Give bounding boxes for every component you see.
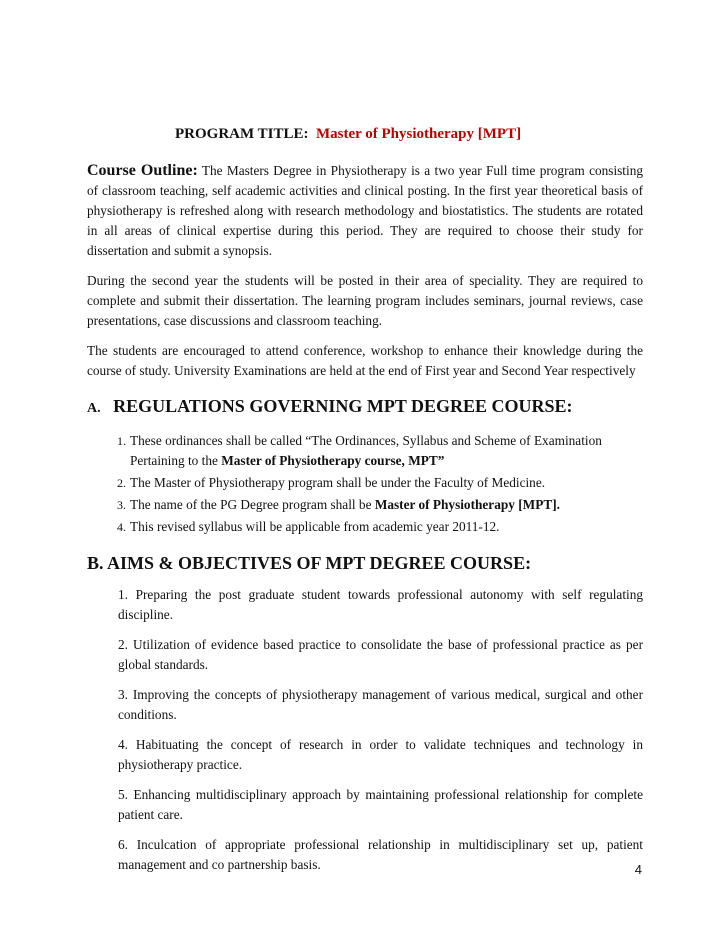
regulation-text: This revised syllabus will be applicable from academic year 2011-12. [130,519,500,534]
regulation-text: The Master of Physiotherapy program shall be under the Faculty of Medicine. [130,475,546,490]
regulation-item [117,473,643,493]
aim-item [118,635,643,675]
conference-paragraph: The students are encouraged to attend conference, workshop to enhance their knowledge during the course of study. University Examinations are held at the end of First year and Second Year respectively [87,343,643,378]
aim-number: 3. [118,687,128,702]
program-title-label: PROGRAM TITLE: [175,126,309,142]
aim-item [118,685,643,725]
section-a-title: REGULATIONS GOVERNING MPT DEGREE COURSE: [113,396,573,416]
section-a-prefix: A. [87,401,101,416]
regulation-number: 2. [117,476,126,490]
regulation-number: 1. [117,434,126,448]
regulation-number: 4. [117,520,126,534]
aim-item [118,585,643,625]
regulation-number: 3. [117,498,126,512]
section-b-heading: B. AIMS & OBJECTIVES OF MPT DEGREE COURSE: [87,553,532,573]
section-a-heading [87,396,643,419]
aim-text: Inculcation of appropriate professional relationship in multidisciplinary set up, patient management and co partnership basis. [118,837,644,872]
course-outline-paragraph [87,161,643,261]
page-number: 4 [634,862,642,877]
course-outline-lead: Course Outline: [87,162,198,179]
program-title [175,126,521,143]
aim-item [118,735,643,775]
document-body [87,161,643,885]
second-year-paragraph: During the second year the students will be posted in their area of speciality. They are required to complete and submit their dissertation. The learning program includes seminars, journal reviews, case presentations, case discussions and classroom teaching. [87,273,643,328]
regulation-item [117,495,643,515]
course-outline-text: The Masters Degree in Physiotherapy is a two year Full time program consisting of classroom teaching, self academic activities and clinical posting. In the first year theoretical basis of physiotherapy is refreshed along with research methodology and biostatistics. The students are rotated in all areas of clinical expertise during this period. They are required to choose their study for dissertation and submit a synopsis. [87,163,643,258]
aim-item [118,835,643,875]
aims-list [87,585,643,875]
aim-number: 4. [118,737,128,752]
aim-number: 1. [118,587,128,602]
aim-number: 5. [118,787,128,802]
aim-text: Habituating the concept of research in order to validate techniques and technology in physiotherapy practice. [118,737,643,772]
aim-text: Enhancing multidisciplinary approach by maintaining professional relationship for complete patient care. [118,787,643,822]
program-title-value: Master of Physiotherapy [MPT] [315,126,522,142]
aim-text: Utilization of evidence based practice to consolidate the base of professional practice as per global standards. [118,637,643,672]
regulation-item [117,517,643,537]
aim-text: Preparing the post graduate student towards professional autonomy with self regulating discipline. [118,587,644,622]
regulation-text: These ordinances shall be called “The Ordinances, Syllabus and Scheme of Examination Pertaining to the Master of Physiotherapy course, MPT” [130,433,602,468]
aim-number: 2. [118,637,128,652]
regulations-list [87,431,643,537]
aim-text: Improving the concepts of physiotherapy management of various medical, surgical and other conditions. [118,687,644,722]
regulation-item [117,431,643,471]
aim-item [118,785,643,825]
aim-number: 6. [118,837,128,852]
regulation-text: The name of the PG Degree program shall be Master of Physiotherapy [MPT]. [130,497,560,512]
